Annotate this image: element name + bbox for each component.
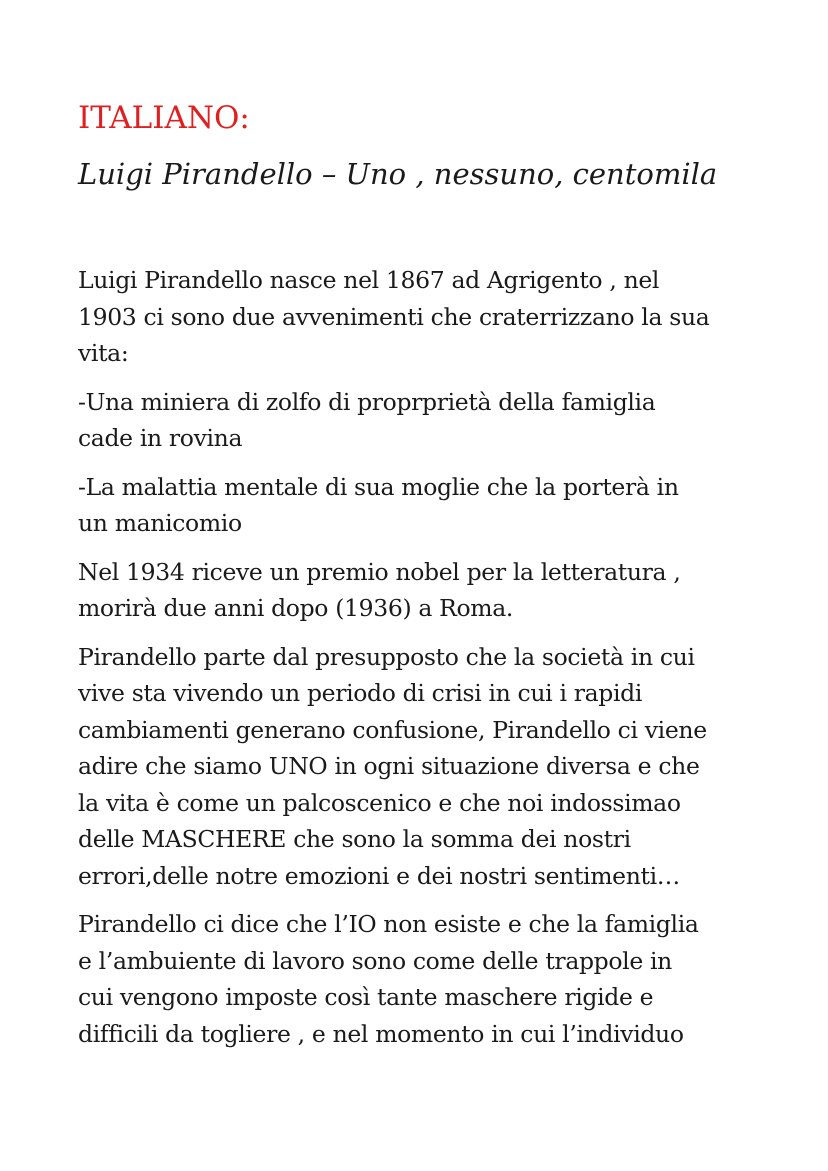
text-line: cade in rovina: [78, 424, 243, 452]
text-line: Pirandello ci dice che l’IO non esiste e che la famiglia: [78, 910, 699, 938]
text-line: adire che siamo UNO in ogni situazione diversa e che: [78, 752, 700, 780]
text-line: morirà due anni dopo (1936) a Roma.: [78, 594, 514, 622]
text-line: -La malattia mentale di sua moglie che la porterà in: [78, 472, 679, 501]
text-line: la vita è come un palcoscenico e che noi indossimao: [78, 788, 681, 817]
text-line: Pirandello parte dal presupposto che la società in cui: [78, 642, 695, 671]
text-line: Luigi Pirandello nasce nel 1867 ad Agrigento , nel: [78, 266, 660, 294]
text-line: e l’ambuiente di lavoro sono come delle trappole in: [78, 946, 672, 975]
body-text: [78, 262, 758, 1064]
text-line: vita:: [78, 339, 129, 367]
text-line: delle MASCHERE che sono la somma dei nostri: [78, 825, 631, 853]
text-line: errori,delle notre emozioni e dei nostri sentimenti…: [78, 861, 680, 890]
work-title: Luigi Pirandello – Uno , nessuno, centomila: [78, 157, 718, 191]
text-line: vive sta vivendo un periodo di crisi in cui i rapidi: [78, 679, 642, 707]
paragraph-nobel: [78, 554, 758, 627]
paragraph-biography: [78, 262, 758, 372]
paragraph-event-illness: [78, 469, 758, 542]
text-line: cambiamenti generano confusione, Pirandello ci viene: [78, 715, 707, 744]
paragraph-io: [78, 906, 758, 1052]
text-line: -Una miniera di zolfo di proprprietà della famiglia: [78, 387, 656, 416]
paragraph-event-mine: [78, 384, 758, 457]
text-line: cui vengono imposte così tante maschere rigide e: [78, 983, 654, 1011]
subject-heading: ITALIANO:: [78, 100, 250, 136]
text-line: un manicomio: [78, 509, 242, 537]
text-line: difficili da togliere , e nel momento in cui l’individuo: [78, 1019, 684, 1048]
paragraph-crisis-masks: [78, 639, 758, 895]
text-line: 1903 ci sono due avvenimenti che craterrizzano la sua: [78, 302, 710, 331]
text-line: Nel 1934 riceve un premio nobel per la letteratura ,: [78, 557, 681, 586]
